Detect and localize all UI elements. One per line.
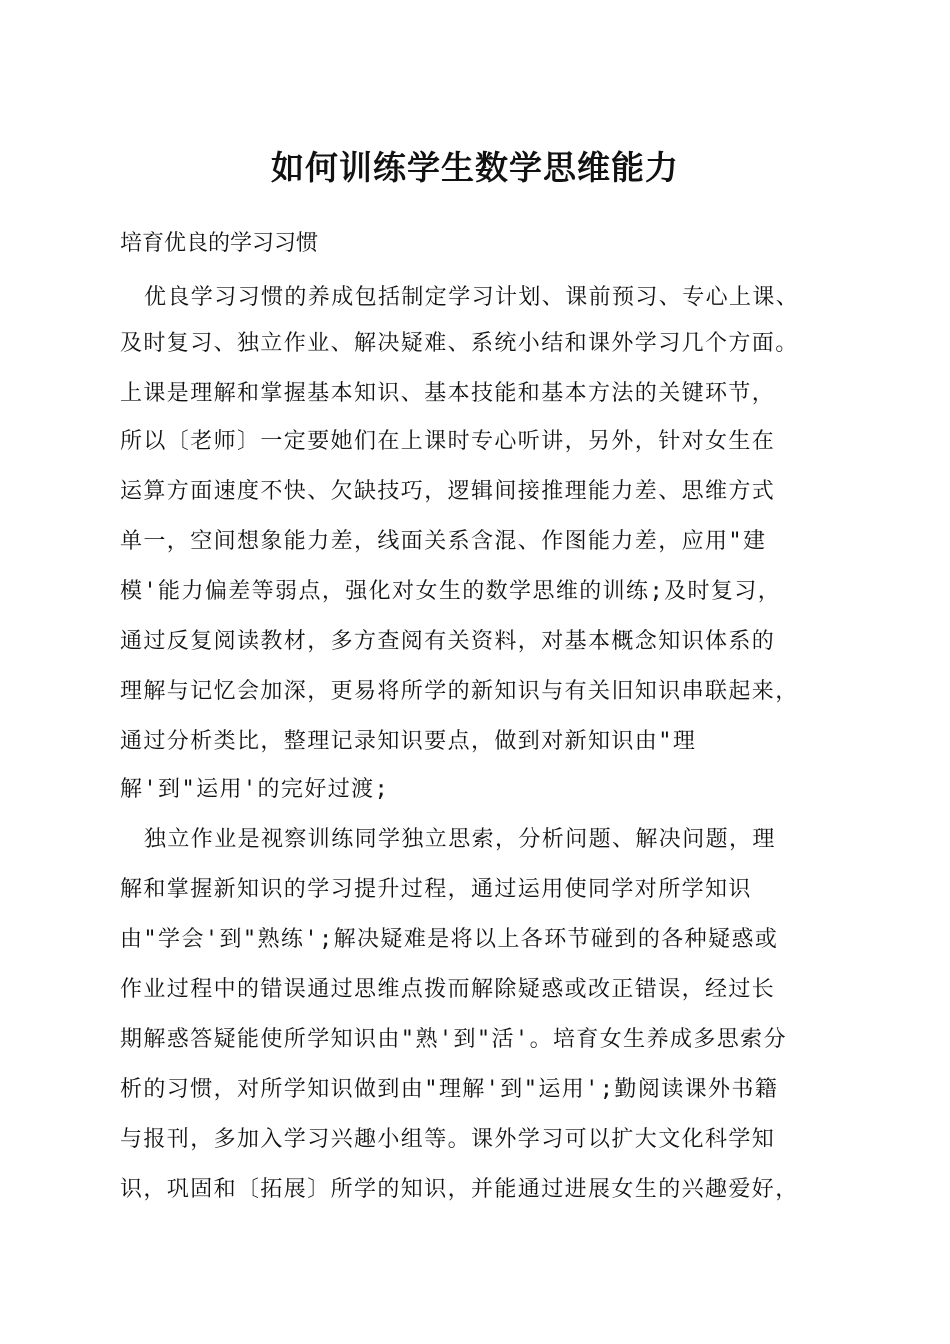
paragraph-line: 期解惑答疑能使所学知识由"熟'到"活'。培育女生养成多思索分 <box>120 1027 787 1052</box>
paragraph-line: 由"学会'到"熟练';解决疑难是将以上各环节碰到的各种疑惑或 <box>120 927 779 952</box>
paragraph-line: 与报刊，多加入学习兴趣小组等。课外学习可以扩大文化科学知 <box>120 1127 776 1152</box>
paragraph-line: 解'到"运用'的完好过渡; <box>120 777 390 802</box>
section-heading: 培育优良的学习习惯 <box>120 231 319 256</box>
paragraph-line: 模'能力偏差等弱点，强化对女生的数学思维的训练;及时复习， <box>120 579 782 604</box>
paragraph-line: 独立作业是视察训练同学独立思索，分析问题、解决问题，理 <box>144 827 776 852</box>
paragraph-line: 作业过程中的错误通过思维点拨而解除疑惑或改正错误，经过长 <box>120 977 776 1002</box>
paragraph-line: 上课是理解和掌握基本知识、基本技能和基本方法的关键环节， <box>120 381 776 406</box>
paragraph-line: 解和掌握新知识的学习提升过程，通过运用使同学对所学知识 <box>120 877 752 902</box>
paragraph-line: 理解与记忆会加深，更易将所学的新知识与有关旧知识串联起来， <box>120 679 799 704</box>
paragraph-line: 及时复习、独立作业、解决疑难、系统小结和课外学习几个方面。 <box>120 331 799 356</box>
document-title: 如何训练学生数学思维能力 <box>271 148 679 187</box>
paragraph-line: 优良学习习惯的养成包括制定学习计划、课前预习、专心上课、 <box>144 285 800 310</box>
paragraph-line: 通过反复阅读教材，多方查阅有关资料，对基本概念知识体系的 <box>120 629 776 654</box>
paragraph-line: 识，巩固和〔拓展〕所学的知识，并能通过进展女生的兴趣爱好， <box>120 1177 799 1202</box>
paragraph-line: 运算方面速度不快、欠缺技巧，逻辑间接推理能力差、思维方式 <box>120 479 776 504</box>
paragraph-line: 单一，空间想象能力差，线面关系含混、作图能力差，应用"建 <box>120 529 767 554</box>
paragraph-line: 析的习惯，对所学知识做到由"理解'到"运用';勤阅读课外书籍 <box>120 1077 779 1102</box>
paragraph-line: 通过分析类比，整理记录知识要点，做到对新知识由"理 <box>120 729 697 754</box>
paragraph-line: 所以〔老师〕一定要她们在上课时专心听讲，另外，针对女生在 <box>120 429 776 454</box>
